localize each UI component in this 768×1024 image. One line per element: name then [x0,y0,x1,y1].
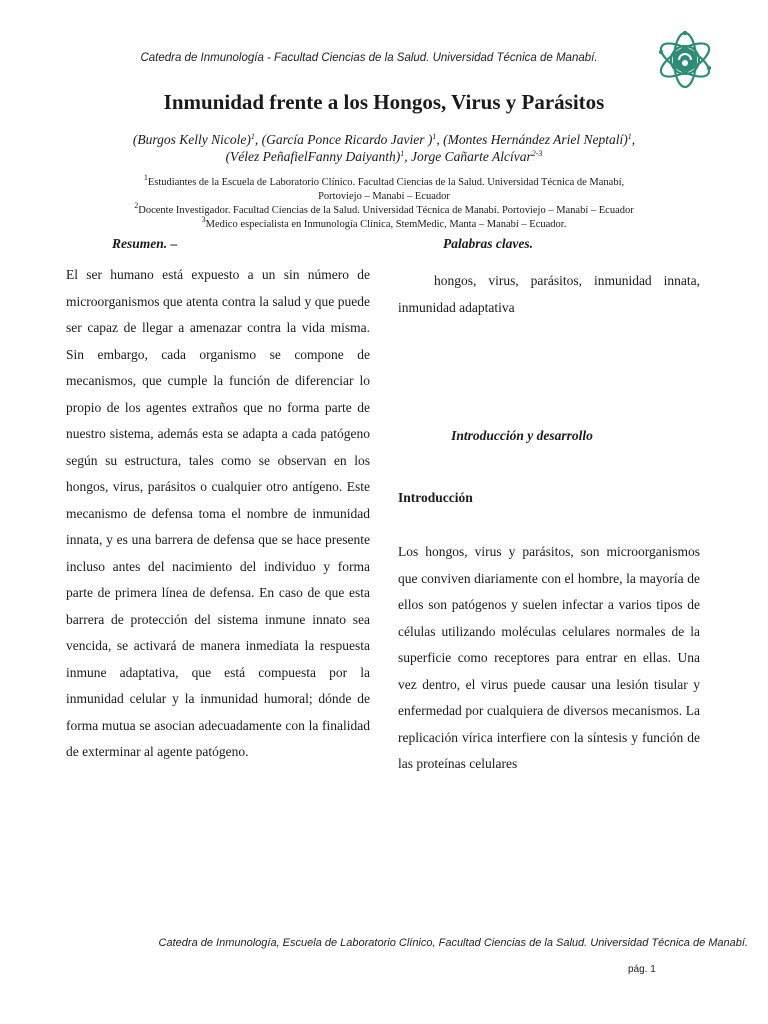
affiliation-mark: 2 [134,201,139,210]
keywords-text: hongos, virus, parásitos, inmunidad innata, inmunidad adaptativa [398,273,700,315]
affiliation-3 [60,215,708,232]
keywords-heading: Palabras claves. [443,236,533,251]
author-name: , (Montes Hernández Ariel Neptalí) [436,132,628,147]
affiliation-1 [60,173,708,190]
affiliations [60,173,708,232]
affiliation-mark: 1 [143,173,148,182]
affiliation-1-cont: Portoviejo – Manabí – Ecuador [318,191,450,202]
running-footer: Catedra de Inmunología, Escuela de Laboratorio Clínico, Facultad Ciencias de la Salud. Universidad Técnica de Manabí. [158,937,748,949]
paper-title: Inmunidad frente a los Hongos, Virus y Parásitos [163,90,605,114]
section-heading: Introducción y desarrollo [451,428,593,443]
affiliation-text: Estudiantes de la Escuela de Laboratorio Clínico. Facultad Ciencias de la Salud. Universidad Técnica de Manabí, [147,177,625,188]
author-name: , Jorge Cañarte Alcívar [404,149,532,164]
affiliation-text: Docente Investigador. Facultad Ciencias de la Salud. Universidad Técnica de Manabí. Portoviejo – Manabí – Ecuador [138,205,634,216]
subsection-heading: Introducción [398,490,473,505]
abstract-heading: Resumen. – [112,236,178,251]
author-name: (Burgos Kelly Nicole) [132,132,251,147]
author-affiliation-mark: 1 [250,132,255,141]
author-list [0,131,768,165]
university-seal-icon [655,30,715,90]
author-line-1 [0,131,768,148]
author-separator: , [631,132,636,147]
page-number: pág. 1 [628,964,656,975]
author-affiliation-mark: 1 [627,132,632,141]
running-header: Catedra de Inmunología - Facultad Ciencias de la Salud. Universidad Técnica de Manabí. [140,52,598,64]
author-affiliation-mark: 1 [432,132,437,141]
abstract-text: El ser humano está expuesto a un sin número de microorganismos que atenta contra la salud y que puede ser capaz de llegar a amenazar contra la vida misma. Sin embargo, cada organismo se compone de mecanismos, que cumple la función de diferenciar lo propio de los agentes extraños que no forma parte de nuestro sistema, además esta se adapta a cada patógeno según su estructura, tales como se observan en los hongos, virus, parásitos o cualquier otro antígeno. Este mecanismo de defensa toma el nombre de inmunidad innata, y es una barrera de defensa que se hace presente incluso antes del nacimiento del individuo y forma parte de primera línea de defensa. En caso de que esta barrera de protección del sistema inmune innato sea vencida, se activará de manera inmediata la respuesta inmune adaptativa, que está compuesta por la inmunidad celular y la inmunidad humoral; dónde de forma mutua se asocian adecuadamente con la finalidad de exterminar al agente patógeno. [66,267,370,759]
author-affiliation-mark: 1 [400,149,405,158]
introduction-text: Los hongos, virus y parásitos, son microorganismos que conviven diariamente con el hombre, la mayoría de ellos son patógenos y suelen infectar a varios tipos de células utilizando moléculas celulares normales de la superficie como receptores para entrar en ellas. Una vez dentro, el virus puede causar una lesión tisular y enfermedad por cualquiera de diversos mecanismos. La replicación vírica interfiere con la síntesis y función de las proteínas celulares [398,544,700,771]
affiliation-mark: 3 [201,215,206,224]
author-name: (Vélez PeñafielFanny Daiyanth) [225,149,401,164]
affiliation-2 [60,201,708,218]
author-name: , (García Ponce Ricardo Javier ) [254,132,433,147]
affiliation-text: Medico especialista en Inmunología Clínica, StemMedic, Manta – Manabí – Ecuador. [205,219,567,230]
author-line-2 [0,148,768,165]
author-affiliation-mark: 2-3 [531,149,543,158]
